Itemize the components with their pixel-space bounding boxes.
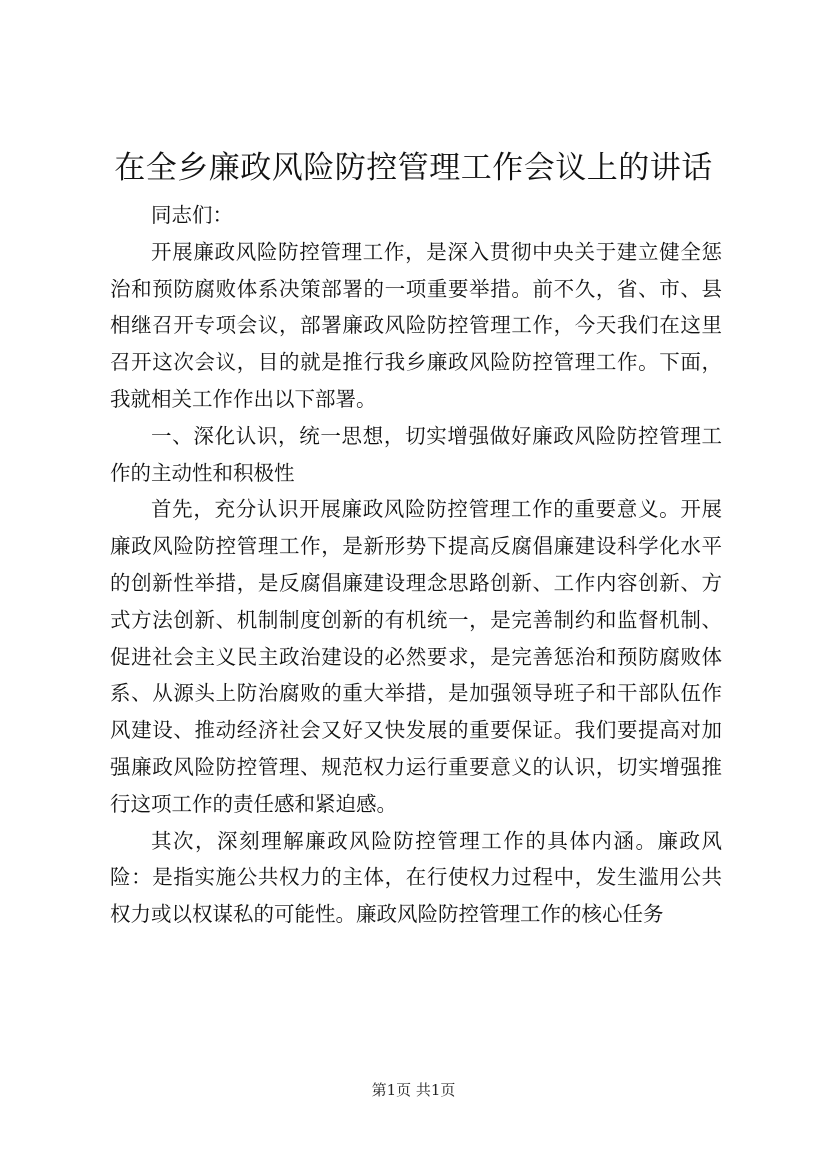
document-body <box>110 197 722 933</box>
body-paragraph: 其次，深刻理解廉政风险防控管理工作的具体内涵。廉政风险：是指实施公共权力的主体，在行使权力过程中，发生滥用公共权力或以权谋私的可能性。廉政风险防控管理工作的核心任务 <box>110 828 722 927</box>
body-paragraph: 首先，充分认识开展廉政风险防控管理工作的重要意义。开展廉政风险防控管理工作，是新形势下提高反腐倡廉建设科学化水平的创新性举措，是反腐倡廉建设理念思路创新、工作内容创新、方式方法创新、机制制度创新的有机统一，是完善制约和监督机制、促进社会主义民主政治建设的必然要求，是完善惩治和预防腐败体系、从源头上防治腐败的重大举措，是加强领导班子和干部队伍作风建设、推动经济社会又好又快发展的重要保证。我们要提高对加强廉政风险防控管理、规范权力运行重要意义的认识，切实增强推行这项工作的责任感和紧迫感。 <box>110 497 722 816</box>
document-title: 在全乡廉政风险防控管理工作会议上的讲话 <box>114 150 713 186</box>
page-number-footer: 第1页 共1页 <box>371 1081 456 1099</box>
section-heading-paragraph: 一、深化认识，统一思想，切实增强做好廉政风险防控管理工作的主动性和积极性 <box>110 423 722 485</box>
salutation-paragraph: 同志们： <box>151 203 233 227</box>
body-paragraph: 开展廉政风险防控管理工作，是深入贯彻中央关于建立健全惩治和预防腐败体系决策部署的一项重要举措。前不久，省、市、县相继召开专项会议，部署廉政风险防控管理工作，今天我们在这里召开这次会议，目的就是推行我乡廉政风险防控管理工作。下面，我就相关工作作出以下部署。 <box>110 239 722 411</box>
